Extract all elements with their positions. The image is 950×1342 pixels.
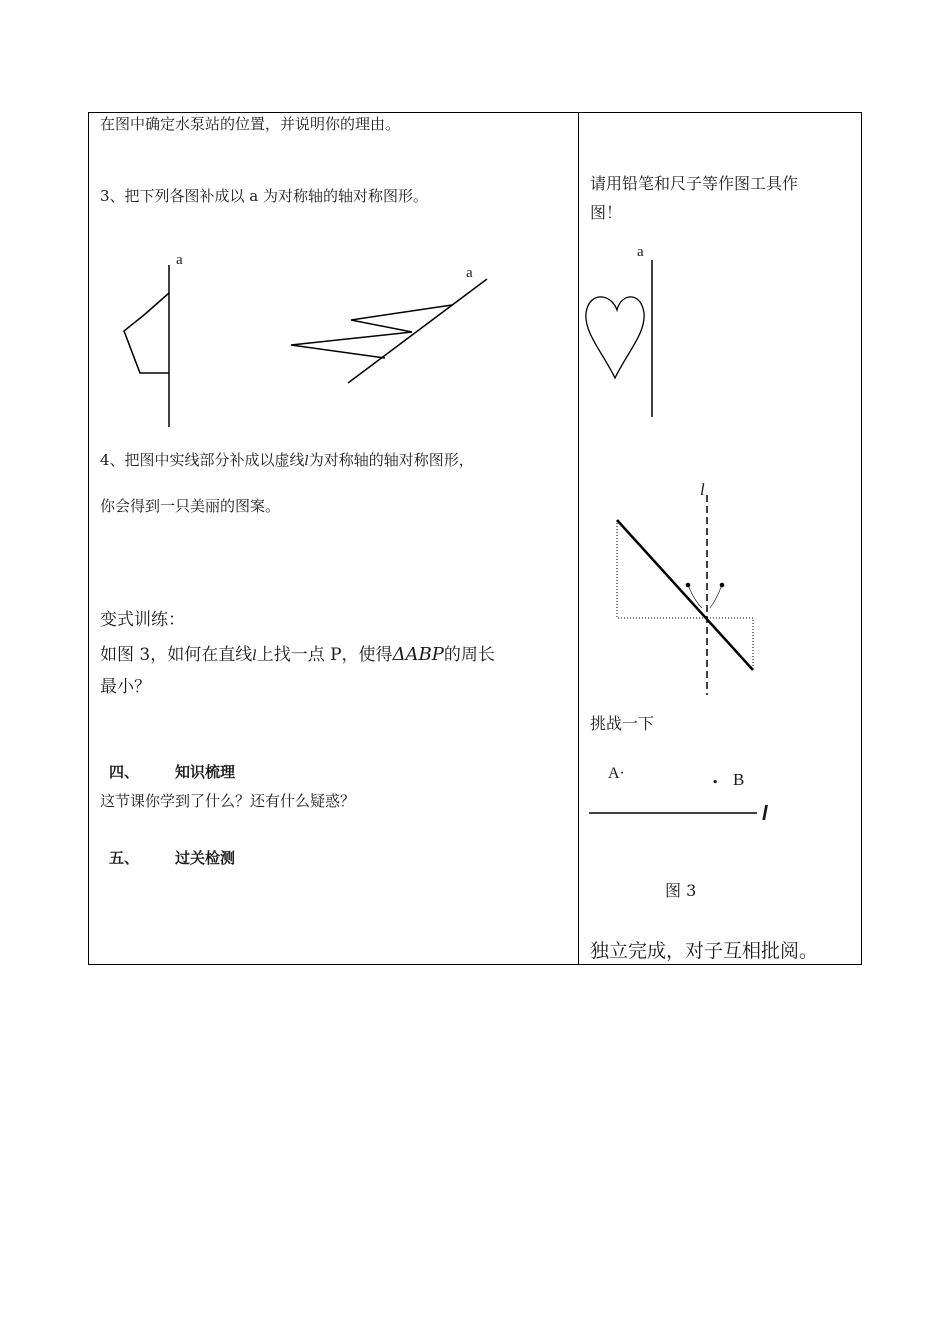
point-b-dot: . <box>712 767 719 788</box>
point-a-label: A· <box>608 765 625 782</box>
q4-var-l: l <box>304 454 309 469</box>
dashed-axis-figure <box>610 490 770 700</box>
section-4-title: 知识梳理 <box>175 763 236 781</box>
q4-text-1: 4、把图中实线部分补成以虚线 <box>100 451 305 469</box>
variant-line-1 <box>100 643 495 668</box>
question-4-line-2: 你会得到一只美丽的图案。 <box>100 497 281 515</box>
pentagon-half-figure <box>110 245 200 435</box>
half-heart-figure <box>583 255 663 425</box>
question-3: 3、把下列各图补成以 a 为对称轴的轴对称图形。 <box>100 187 429 205</box>
variant-math-abp: ΔABP <box>392 644 444 665</box>
tools-line-2: 图！ <box>590 203 623 222</box>
axis-label-a-2: a <box>466 265 473 281</box>
variant-var-l: l <box>252 648 257 664</box>
section-5-number: 五、 <box>109 849 140 867</box>
dashed-axis-label: l <box>700 480 705 499</box>
question-4-line-1 <box>100 450 474 472</box>
zigzag-figure <box>285 265 495 390</box>
line-l <box>589 810 759 816</box>
intro-text: 在图中确定水泵站的位置，并说明你的理由。 <box>100 115 401 133</box>
q4-text-2: 为对称轴的轴对称图形， <box>308 451 474 469</box>
challenge-text: 挑战一下 <box>590 714 655 733</box>
variant-text-3: 的周长 <box>443 645 495 665</box>
heart-axis-label: a <box>637 244 644 260</box>
variant-line-2: 最小？ <box>100 677 151 697</box>
section-4-number: 四、 <box>109 763 140 781</box>
tools-line-1: 请用铅笔和尺子等作图工具作 <box>590 174 799 193</box>
variant-title: 变式训练： <box>100 610 185 630</box>
axis-label-a-1: a <box>176 252 183 268</box>
figure-3-caption: 图 3 <box>665 881 697 900</box>
variant-text-2: 上找一点 P，使得 <box>256 645 393 665</box>
variant-text-1: 如图 3，如何在直线 <box>100 645 253 665</box>
column-divider <box>578 112 579 965</box>
section-4-text: 这节课你学到了什么？还有什么疑惑？ <box>100 792 356 810</box>
section-5-title: 过关检测 <box>175 849 236 867</box>
independent-text: 独立完成，对子互相批阅。 <box>590 940 819 962</box>
point-b-label: B <box>733 770 745 789</box>
line-l-label: l <box>762 803 768 825</box>
